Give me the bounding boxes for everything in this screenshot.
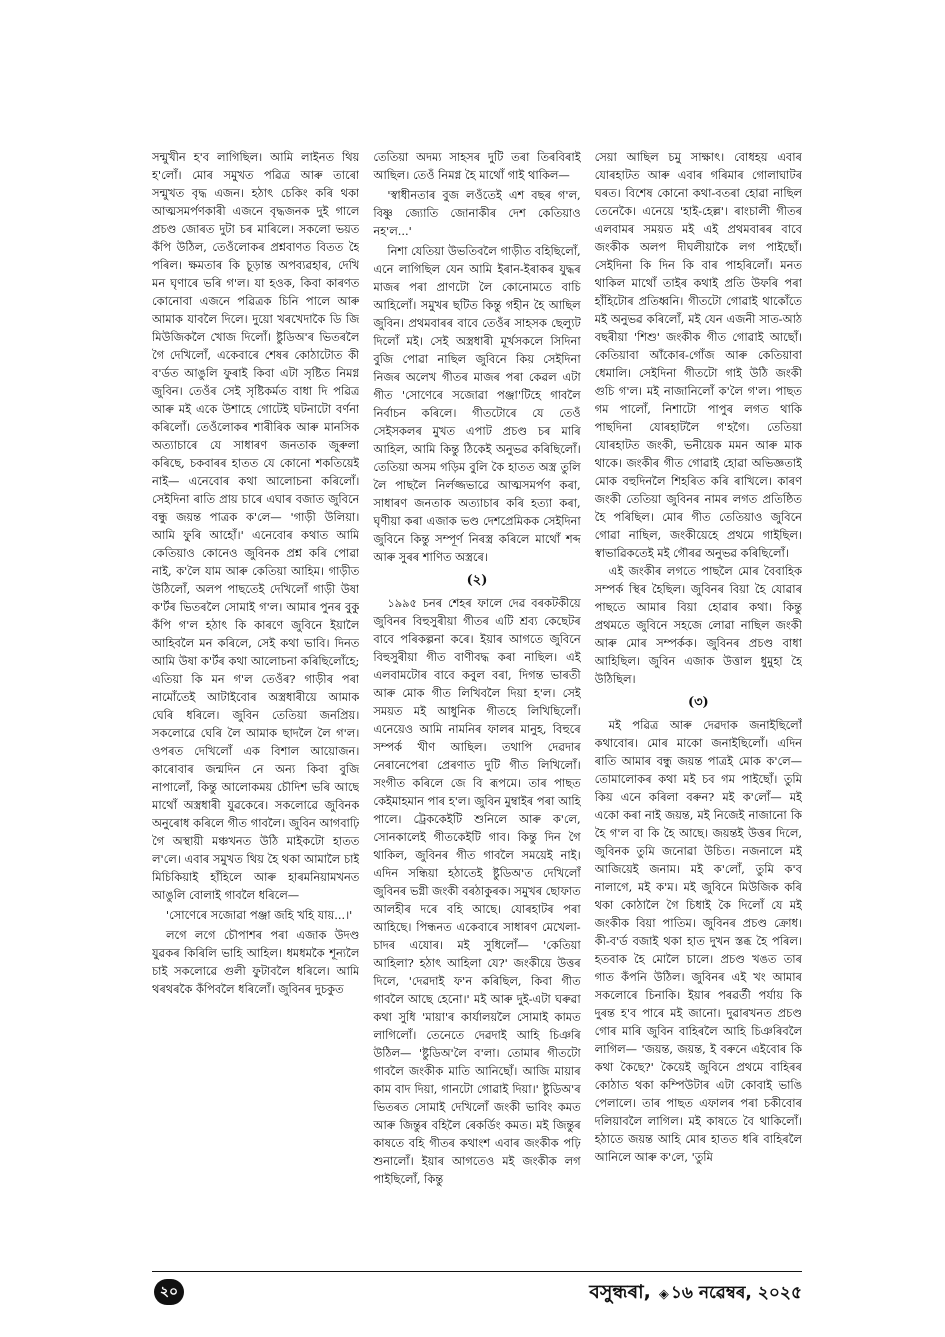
diamond-icon: ◈: [658, 1287, 669, 1302]
paragraph: ১৯৯৫ চনৰ শেহৰ ফালে দেৱ বৰকটকীয়ে জুবিনৰ বিহুসুৰীয়া গীতৰ এটি শ্ৰব্য কেছেটৰ বাবে পৰিকল্পনা কৰে। ইয়াৰ আগতে জুবিনে বিহুসুৰীয়া গীত বাণীবদ্ধ কৰা নাছিল। এই এলবামটোৰ বাবে কবুল বৰা, দিগন্ত ভাৰতী আৰু মোক গীত লিখিবলৈ দিয়া হ'ল। সেই সময়ত মই আধুনিক গীতহে লিখিছিলোঁ। এনেয়েও আমি নামনিৰ ফালৰ মানুহ, বিহুৰে সম্পৰ্ক খীণ আছিল। তথাপি দেৱদাৰ নেৰানেপেৰা প্ৰেৰণাত দুটি গীত লিখিলোঁ। সংগীত কৰিলে জে বি ৰূপমে। তাৰ পাছত কেইমাহমান পাৰ হ'ল। জুবিন মুম্বাইৰ পৰা আহি পালে। ট্ৰেককেইটি শুনিলে আৰু ক'লে, সোনকালেই গীতকেইটি গাব। কিন্তু দিন গৈ থাকিল, জুবিনৰ গীত গাবলৈ সময়েই নাই। এদিন সন্ধিয়া হঠাতেই ষ্টুডিঅ'ত দেখিলোঁ জুবিনৰ ভগ্নী জংকী বৰঠাকুৰক। সমুখৰ ছোফাত আলহীৰ দৰে বহি আছে। যোৰহাটৰ পৰা আহিছে। পিন্ধনত একেবাৰে সাধাৰণ মেখেলা-চাদৰ এযোৰ। মই সুধিলোঁ— 'কেতিয়া আহিলা? হঠাৎ আহিলা যে?' জংকীয়ে উত্তৰ দিলে, 'দেৱদাই ফ'ন কৰিছিল, কিবা গীত গাবলৈ আছে হেনো।' মই আৰু দুই-এটা ঘৰুৱা কথা সুধি 'মায়া'ৰ কাৰ্যালয়লৈ সোমাই কামত লাগিলোঁ। তেনেতে দেৱদাই আহি চিঞৰি উঠিল— 'ষ্টুডিঅ'লৈ ব'লা। তোমাৰ গীতটো গাবলৈ জংকীক মাতি আনিছোঁ। আজি মায়াৰ কাম বাদ দিয়া, গানটো গোৱাই দিয়া।' ষ্টুডিঅ'ৰ ভিতৰত সোমাই দেখিলোঁ জংকী ভাবিং কমত আৰু জিন্তুৰ বহিলৈ ৰেকৰ্ডিং কমত। মই জিন্তুৰ কাষতে বহি গীতৰ কথাংশ এবাৰ জংকীক পঢ়ি শুনালোঁ। ইয়াৰ আগতেও মই জংকীক লগ পাইছিলোঁ, কিন্তু: [373, 596, 581, 1186]
paragraph: সেয়া আছিল চমু সাক্ষাৎ। বোধহয় এবাৰ যোৰহাটত আৰু এবাৰ গৰিমাৰ গোলাঘাটৰ ঘৰত। বিশেষ কোনো কথা-বতৰা হোৱা নাছিল তেনেকৈ। এনেয়ে 'হাই-হেল্ল'। ৰাংচালী গীতৰ এলবামৰ সময়ত মই এই প্ৰথমবাৰৰ বাবে জংকীক অলপ দীঘলীয়াকৈ লগ পাইছোঁ। সেইদিনা কি দিন কি বাৰ পাহৰিলোঁ। মনত থাকিল মাথোঁ তাইৰ কথাই প্ৰতি উফৰি পৰা হাঁহিটোৰ প্ৰতিধ্বনি। গীতটো গোৱাই থাকোঁতে মই অনুভৱ কৰিলোঁ, মই যেন এজনী সাত-আঠ বছৰীয়া 'শিশু' জংকীক গীত গোৱাই আছোঁ। কেতিয়াবা আঁকোৰ-গোঁজ আৰু কেতিয়াবা ধেমালি। সেইদিনা গীতটো গাই উঠি জংকী গুচি গ'ল। মই নাজানিলোঁ ক'লৈ গ'ল। পাছত গম পালোঁ, নিশাটো পাপুৰ লগত থাকি পাছদিনা যোৰহাটলৈ গ'হগৈ। তেতিয়া যোৰহাটত জংকী, ভনীয়েক মমন আৰু মাক থাকে। জংকীৰ গীত গোৱাই হোৱা অভিজ্ঞতাই মোক বহুদিনলৈ শিহৰিত কৰি ৰাখিলে। কাৰণ জংকী তেতিয়া জুবিনৰ নামৰ লগত প্ৰতিষ্ঠিত হৈ পৰিছিল। মোৰ গীত তেতিয়াও জুবিনে গোৱা নাছিল, জংকীয়েহে প্ৰথমে গাইছিল। স্বাভাৱিকতেই মই গৌৰৱ অনুভৱ কৰিছিলোঁ।: [594, 150, 802, 560]
issue-date: ১৬ নৱেম্বৰ, ২০২৫: [670, 1283, 802, 1303]
footer-rule: [152, 1271, 802, 1272]
quote-line: 'স্বাধীনতাৰ বুজ লওঁতেই এশ বছৰ গ'ল, বিষ্ণু জ্যোতি জোনাকীৰ দেশ কেতিয়াও নহ'ল...': [373, 188, 581, 238]
column-2: [373, 148, 580, 1263]
section-heading: (৩): [687, 695, 709, 710]
paragraph: লগে লগে চৌপাশৰ পৰা এজাক উদণ্ড যুৱকৰ কিৰিলি ভাহি আহিল। ধমধমকৈ শূন্যলৈ চাই সকলোৱে গুলী ফুটাবলৈ ধৰিলে। আমি থৰথৰকৈ কঁপিবলৈ ধৰিলোঁ। জুবিনৰ দুচকুত: [152, 928, 360, 996]
column-1: [152, 148, 359, 1263]
article-body: [152, 148, 802, 1263]
masthead: [589, 1279, 802, 1308]
page-number-badge: ২০: [154, 1279, 184, 1305]
section-heading: (২): [466, 573, 488, 588]
paragraph: এই জংকীৰ লগতে পাছলৈ মোৰ বৈবাহিক সম্পৰ্ক স্থিৰ হৈছিল। জুবিনৰ বিয়া হৈ যোৱাৰ পাছতে আমাৰ বিয়া হোৱাৰ কথা। কিন্তু প্ৰথমতে জুবিনে সহজে লোৱা নাছিল জংকী আৰু মোৰ সম্পৰ্কক। জুবিনৰ প্ৰচণ্ড বাধা আহিছিল। জুবিন এজাক উত্তাল ধুমুহা হৈ উঠিছিল।: [594, 564, 802, 686]
paragraph: নিশা যেতিয়া উভতিবলৈ গাড়ীত বহিছিলোঁ, এনে লাগিছিল যেন আমি ইৰান-ইৰাকৰ যুদ্ধৰ মাজৰ পৰা প্ৰাণটো লৈ কোনোমতে বাচি আহিলোঁ। সমুখৰ ছটিত কিন্তু গহীন হৈ আছিল জুবিন। প্ৰথমবাৰৰ বাবে তেওঁৰ সাহসক ছেল্যুট দিলোঁ মই। সেই অস্ত্ৰধাৰী মূৰ্খসকলে সিদিনা বুজি পোৱা নাছিল জুবিনে কিয় সেইদিনা নিজৰ অলেখ গীতৰ মাজৰ পৰা কেৱল এটা গীত 'সোণেৰে সজোৱা পঞ্জা'টিহে গাবলৈ নিৰ্বাচন কৰিলে। গীতটোৰে যে তেওঁ সেইসকলৰ মুখত এপাট প্ৰচণ্ড চৰ মাৰি আহিল, আমি কিন্তু ঠিকেই অনুভৱ কৰিছিলোঁ। তেতিয়া অসম গড়িম বুলি কৈ হাতত অস্ত্ৰ তুলি লৈ পাছলৈ নিৰ্লজ্জভাৱে আত্মসমৰ্পণ কৰা, সাধাৰণ জনতাক অত্যাচাৰ কৰি হত্যা কৰা, ঘৃণীয়া কৰা এজাক ভণ্ড দেশপ্ৰেমিকক সেইদিনা জুবিনে কিন্তু সম্পূৰ্ণ নিৰস্ত্ৰ কৰিলে মাথোঁ শব্দ আৰু সুৰৰ শাণিত অস্ত্ৰৰে।: [373, 244, 581, 564]
paragraph: মই পৱিত্ৰ আৰু দেৱদাক জনাইছিলোঁ কথাবোৰ। মোৰ মাকো জনাইছিলোঁ। এদিন ৰাতি আমাৰ বন্ধু জয়ন্ত পাত্ৰই মোক ক'লে— তোমালোকৰ কথা মই চব গম পাইছোঁ। তুমি কিয় এনে কৰিলা বৰুন? মই ক'লোঁ— মই একো কৰা নাই জয়ন্ত, মই নিজেই নাজানো কি হৈ গ'ল বা কি হৈ আছে। জয়ন্তই উত্তৰ দিলে, জুবিনক তুমি জনোৱা উচিত। নজনালে মই আজিয়েই জনাম। মই ক'লোঁ, তুমি ক'ব নালাগে, মই ক'ম। মই জুবিনে মিউজিক কৰি থকা কোঠালৈ গৈ চিধাই কৈ দিলোঁ যে মই জংকীক বিয়া পাতিম। জুবিনৰ প্ৰচণ্ড ক্ৰোধ। কী-ব'ৰ্ড বজাই থকা হাত দুখন স্তব্ধ হৈ পৰিল। হতবাক হৈ মোলৈ চালে। প্ৰচণ্ড খঙত তাৰ গাত কঁপনি উঠিল। জুবিনৰ এই খং আমাৰ সকলোৰে চিনাকি। ইয়াৰ পৰৱৰ্তী পৰ্যায় কি দুৰন্ত হ'ব পাৰে মই জানো। দুৱাৰখনত প্ৰচণ্ড গোৰ মাৰি জুবিন বাহিৰলৈ আহি চিঞৰিবলৈ লাগিল— 'জয়ন্ত, জয়ন্ত, ই বৰুনে এইবোৰ কি কথা কৈছে?' কৈয়েই জুবিনে প্ৰথমে বাহিৰৰ কোঠাত থকা কম্পিউটাৰ এটা কোবাই ভাঙি পেলালে। তাৰ পাছত এফালৰ পৰা চকীবোৰ দলিয়াবলৈ লাগিল। মই কাষতে বৈ থাকিলোঁ। হঠাতে জয়ন্ত আহি মোৰ হাতত ধৰি বাহিৰলৈ আনিলে আৰু ক'লে, 'তুমি: [594, 718, 802, 1164]
column-3: [595, 148, 802, 1263]
page-footer: [152, 1271, 802, 1311]
publication-name: বসুন্ধৰা,: [589, 1281, 651, 1303]
paragraph: সন্মুখীন হ'ব লাগিছিল। আমি লাইনত থিয় হ'লোঁ। মোৰ সমুখত পৱিত্ৰ আৰু তাৰো সন্মুখত বৃদ্ধ এজন। হঠাৎ চেকিং কৰি থকা আত্মসমৰ্পণকাৰী এজনে বৃদ্ধজনক দুই গালে প্ৰচণ্ড জোৰত দুটা চৰ মাৰিলে। সকলো ভয়ত কঁপি উঠিল, তেওঁলোকৰ প্ৰশ্নবাণত বিতত হৈ পৰিল। ক্ষমতাৰ কি চূড়ান্ত অপব্যৱহাৰ, দেখি মন ঘৃণাৰে ভৰি গ'ল। যা হওক, কিবা কাৰণত কোনোবা এজনে পৱিত্ৰক চিনি পালে আৰু আমাক যাবলৈ দিলে। দুয়ো খৰখেদাকৈ ডি জি মিউজিকলৈ খোজ দিলোঁ। ষ্টুডিঅ'ৰ ভিতৰলৈ গৈ দেখিলোঁ, একেবাৰে শেষৰ কোঠাটোত কী ব'ৰ্ডত আঙুলি ফুৰাই কিবা এটা সৃষ্টিত নিমগ্ন জুবিন। তেওঁৰ সেই সৃষ্টিকৰ্মত বাধা দি পৱিত্ৰ আৰু মই একে উশাহে গোটেই ঘটনাটো বৰ্ণনা কৰিলোঁ। তেওঁলোকৰ শাৰীৰিক আৰু মানসিক অত্যাচাৰে যে সাধাৰণ জনতাক জুৰুলা কৰিছে, চকবাৰৰ হাতত যে কোনো শকতিয়েই নাই— এনেবোৰ কথা আলোচনা কৰিলোঁ। সেইদিনা ৰাতি প্ৰায় চাৰে এঘাৰ বজাত জুবিনে বন্ধু জয়ন্ত পাত্ৰক ক'লে— 'গাড়ী উলিয়া। আমি ফুৰি আহোঁ।' এনেবোৰ কথাত আমি কেতিয়াও কোনেও জুবিনক প্ৰশ্ন কৰি পোৱা নাই, ক'লৈ যাম আৰু কেতিয়া আহিম। গাড়ীত উঠিলোঁ, অলপ পাছতেই দেখিলোঁ গাড়ী উষা ক'ৰ্টৰ ভিতৰলৈ সোমাই গ'ল। আমাৰ পুনৰ বুকু কঁপি গ'ল হঠাৎ কি কাৰণে জুবিনে ইয়ালৈ আহিবলৈ মন কৰিলে, সেই কথা ভাবি। দিনত আমি উষা ক'ৰ্টৰ কথা আলোচনা কৰিছিলোঁহে; এতিয়া কি মন গ'ল তেওঁৰ? গাড়ীৰ পৰা নামোঁতেই আটাইবোৰ অস্ত্ৰধাৰীয়ে আমাক ঘেৰি ধৰিলে। জুবিন তেতিয়া জনপ্ৰিয়। সকলোৱে ঘেৰি লৈ আমাক ছাদলৈ লৈ গ'ল। ওপৰত দেখিলোঁ এক বিশাল আয়োজন। কাৰোবাৰ জন্মদিন নে অন্য কিবা বুজি নাপালোঁ, কিন্তু আলোকময় চৌদিশ ভৰি আছে মাথোঁ অস্ত্ৰধাৰী যুৱকেৰে। সকলোৱে জুবিনক অনুৰোধ কৰিলে গীত গাবলৈ। জুবিন আগবাঢ়ি গৈ অস্থায়ী মঞ্চখনত উঠি মাইকটো হাতত ল'লে। এবাৰ সমুখত থিয় হৈ থকা আমালৈ চাই মিচিকিয়াই হাঁহিলে আৰু হাৰমনিয়ামখনত আঙুলি বোলাই গাবলৈ ধৰিলে—: [152, 150, 360, 902]
paragraph: তেতিয়া অদম্য সাহসৰ দুটি তৰা তিৰবিৰাই আছিল। তেওঁ নিমগ্ন হৈ মাথোঁ গাই থাকিল—: [373, 150, 581, 182]
quote-line: 'সোণেৰে সজোৱা পঞ্জা জহি খহি যায়...।': [166, 908, 353, 922]
